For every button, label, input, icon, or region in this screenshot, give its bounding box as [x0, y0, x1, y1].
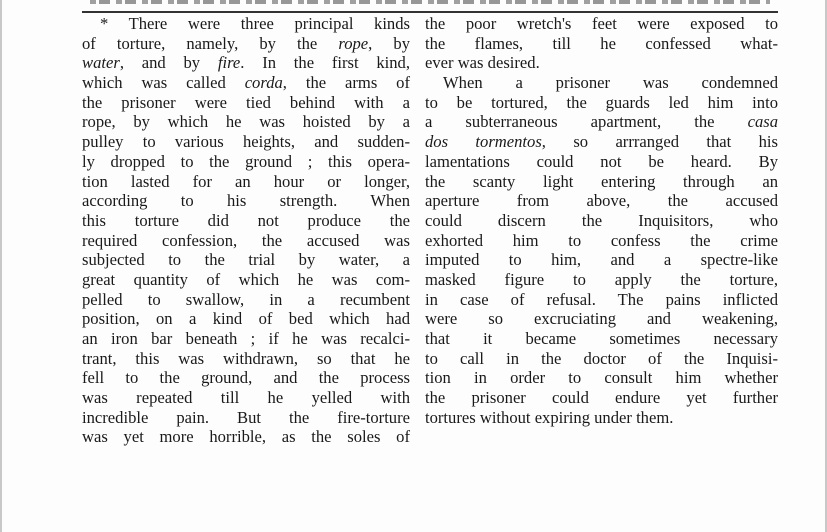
text-line — [82, 112, 410, 132]
text-line — [425, 349, 778, 369]
text-segment: tion in order to consult him whether — [425, 368, 778, 388]
text-segment: the flames, till he confessed what- — [425, 33, 778, 53]
text-line — [425, 73, 778, 93]
text-line — [425, 231, 778, 251]
text-line — [425, 112, 778, 132]
text-line — [425, 368, 778, 388]
text-line — [82, 132, 410, 152]
text-line — [82, 211, 410, 231]
text-segment: imputed to him, and a spectre-like — [425, 250, 778, 270]
page-edge-left — [0, 0, 2, 532]
text-line — [425, 132, 778, 152]
text-segment: exhorted him to confess the crime — [425, 230, 778, 250]
text-segment: an iron bar beneath ; if he was recalci- — [82, 329, 410, 348]
text-line — [82, 290, 410, 310]
text-segment: was yet more horrible, as the soles of — [82, 427, 410, 447]
text-segment: the scanty light entering through an — [425, 171, 778, 191]
text-segment: tortures without expiring under them. — [425, 407, 674, 427]
text-line — [82, 368, 410, 388]
text-segment: pelled to swallow, in a recumbent — [82, 289, 410, 309]
text-segment: pulley to various heights, and sudden- — [82, 132, 410, 152]
italic-text: rope — [338, 33, 369, 53]
text-segment: in case of refusal. The pains inflicted — [425, 289, 778, 309]
text-segment: according to his strength. When — [82, 191, 410, 211]
text-segment: great quantity of which he was com- — [82, 269, 410, 289]
text-line — [82, 34, 410, 54]
italic-text: corda — [244, 73, 283, 93]
text-segment: required confession, the accused was — [82, 230, 410, 250]
text-line — [82, 329, 410, 349]
text-segment: could discern the Inquisitors, who — [425, 210, 778, 230]
footnote-column-right — [425, 14, 778, 427]
text-line — [82, 388, 410, 408]
text-segment: , the arms of — [282, 73, 410, 93]
text-segment: ly dropped to the ground ; this opera- — [82, 151, 410, 171]
text-segment: the poor wretch's feet were exposed to — [425, 14, 778, 33]
text-segment: subjected to the trial by water, a — [82, 250, 410, 270]
text-segment: of torture, namely, by the — [82, 33, 339, 53]
text-segment: masked figure to apply the torture, — [425, 269, 778, 289]
text-line — [425, 152, 778, 172]
text-segment: ever was desired. — [425, 53, 540, 73]
text-line — [82, 73, 410, 93]
text-line — [425, 408, 778, 428]
text-segment: trant, this was withdrawn, so that he — [82, 348, 410, 368]
text-line — [82, 14, 410, 34]
text-line — [82, 191, 410, 211]
text-line — [425, 309, 778, 329]
text-line — [82, 408, 410, 428]
text-line — [425, 290, 778, 310]
horizontal-rule — [82, 11, 778, 13]
text-line — [82, 172, 410, 192]
italic-text: casa — [747, 112, 778, 132]
text-line — [82, 250, 410, 270]
text-line — [425, 172, 778, 192]
text-segment: to call in the doctor of the Inquisi- — [425, 348, 778, 368]
text-line — [425, 14, 778, 34]
text-segment: was repeated till he yelled with — [82, 388, 410, 408]
text-segment: , and by — [119, 53, 218, 73]
text-segment: incredible pain. But the fire-torture — [82, 407, 410, 427]
text-segment: lamentations could not be heard. By — [425, 151, 778, 171]
text-segment: , so arrranged that his — [541, 132, 778, 152]
text-line — [425, 53, 778, 73]
text-line — [425, 34, 778, 54]
text-line — [425, 329, 778, 349]
text-line — [425, 191, 778, 211]
text-line — [425, 93, 778, 113]
text-segment: to be tortured, the guards led him into — [425, 92, 778, 112]
text-line — [82, 152, 410, 172]
text-segment: , by — [368, 33, 410, 53]
text-line — [425, 211, 778, 231]
italic-text: fire — [217, 53, 241, 73]
text-line — [425, 250, 778, 270]
text-segment: the prisoner were tied behind with a — [82, 92, 410, 112]
text-segment: When a prisoner was condemned — [443, 73, 778, 93]
text-segment: . In the first kind, — [240, 53, 410, 73]
text-segment: a subterraneous apartment, the — [425, 112, 748, 132]
text-line — [425, 270, 778, 290]
text-segment: which was called — [82, 73, 245, 93]
text-segment: this torture did not produce the — [82, 210, 410, 230]
text-line — [82, 309, 410, 329]
text-line — [82, 231, 410, 251]
text-line — [82, 53, 410, 73]
cropped-text-line — [90, 0, 770, 4]
text-segment: fell to the ground, and the process — [82, 368, 410, 388]
text-segment: tion lasted for an hour or longer, — [82, 171, 410, 191]
text-segment: aperture from above, the accused — [425, 191, 778, 211]
text-segment: * There were three principal kinds — [100, 14, 410, 33]
text-line — [82, 349, 410, 369]
text-segment: the prisoner could endure yet further — [425, 388, 778, 408]
text-segment: that it became sometimes necessary — [425, 329, 778, 348]
italic-text: dos tormentos — [425, 132, 542, 152]
italic-text: water — [82, 53, 120, 73]
text-segment: position, on a kind of bed which had — [82, 309, 410, 329]
text-line — [425, 388, 778, 408]
footnote-column-left — [82, 14, 410, 447]
text-line — [82, 270, 410, 290]
text-line — [82, 93, 410, 113]
text-segment: were so excruciating and weakening, — [425, 309, 778, 329]
text-line — [82, 427, 410, 447]
text-segment: rope, by which he was hoisted by a — [82, 112, 410, 132]
